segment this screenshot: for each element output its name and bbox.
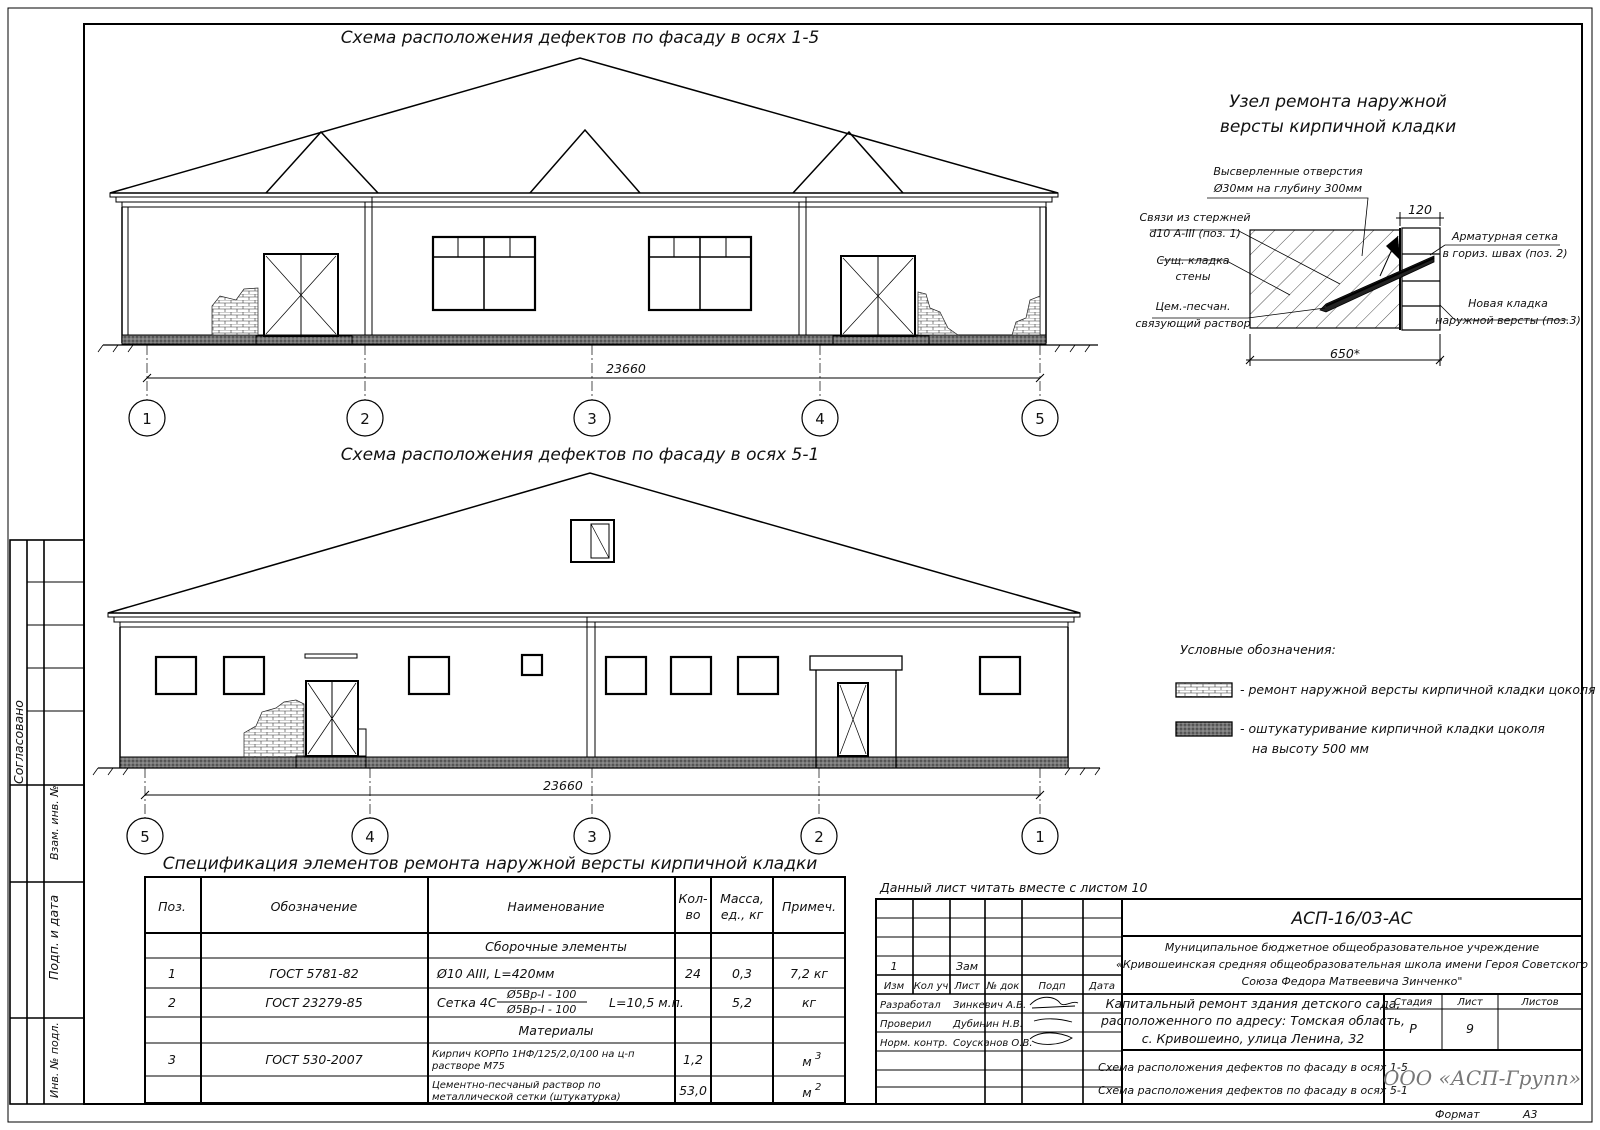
spec-row1-designation: ГОСТ 5781-82	[269, 966, 359, 981]
facade-1-5	[98, 58, 1098, 382]
spec-header-name: Наименование	[507, 899, 605, 914]
spec-title: Спецификация элементов ремонта наружной версты кирпичной кладки	[162, 854, 818, 874]
node-label-new: Новая кладка	[1468, 297, 1548, 310]
legend-plaster-swatch	[1176, 722, 1232, 736]
tb-sheets-header: Листов	[1521, 997, 1559, 1008]
legend-title: Условные обозначения:	[1180, 642, 1336, 657]
side-sign-date-label: Подп. и дата	[46, 894, 61, 980]
facade-1-5-dimension: 23660	[606, 361, 646, 376]
spec-row4-name-2: металлической сетки (штукатурка)	[432, 1092, 621, 1103]
tb-sheet-title-line2: Схема расположения дефектов по фасаду в осях 5-1	[1098, 1084, 1408, 1097]
legend-brick-swatch	[1176, 683, 1232, 697]
facade-5-1	[93, 473, 1100, 799]
spec-row1-qty: 24	[685, 966, 701, 981]
tb-role-checker: Проверил	[880, 1019, 932, 1030]
spec-header-designation: Обозначение	[270, 899, 358, 914]
spec-row3-qty: 1,2	[683, 1052, 703, 1067]
legend-item-brick: - ремонт наружной версты кирпичной кладки цоколя	[1240, 682, 1596, 697]
tb-change-type: Зам	[955, 960, 979, 973]
spec-row3-note-sup: 3	[815, 1051, 822, 1062]
axis-bottom-label: 4	[365, 828, 375, 846]
spec-row3-note: м	[802, 1054, 812, 1069]
spec-row4-note: м	[802, 1085, 812, 1100]
axis-bottom-label: 2	[814, 828, 824, 846]
tb-project-line1: Капитальный ремонт здания детского сада,	[1105, 996, 1401, 1011]
side-inv-replace-label: Взам. инв. №	[48, 785, 61, 860]
axis-bottom-label: 3	[587, 828, 597, 846]
tb-hdr-podp: Подп	[1038, 981, 1066, 992]
tb-company-logo-text: ООО «АСП-Групп»	[1382, 1066, 1582, 1090]
node-label-mesh-2: в гориз. швах (поз. 2)	[1442, 247, 1568, 260]
tb-name-checker: Дубинин Н.В.	[953, 1019, 1023, 1030]
node-label-existing: Сущ. кладка	[1156, 254, 1230, 267]
tb-stage-value: Р	[1409, 1021, 1417, 1036]
node-dim-650: 650*	[1329, 346, 1361, 361]
spec-row2-name-length: L=10,5 м.п.	[609, 995, 684, 1010]
node-label-drilled: Высверленные отверстия	[1213, 165, 1363, 178]
spec-row2-name-denominator: Ø5Вр-I - 100	[507, 1003, 577, 1016]
spec-row1-name: Ø10 АIII, L=420мм	[437, 966, 555, 981]
tb-project-line2: расположенного по адресу: Томская область,	[1100, 1013, 1406, 1028]
spec-row3-designation: ГОСТ 530-2007	[265, 1052, 363, 1067]
axis-top-label: 1	[142, 410, 152, 428]
axis-bottom-label: 1	[1035, 828, 1045, 846]
legend-item-plaster: - оштукатуривание кирпичной кладки цоколя	[1240, 721, 1545, 736]
facade-1-5-title: Схема расположения дефектов по фасаду в осях 1-5	[340, 28, 820, 48]
tb-change-num: 1	[890, 960, 898, 973]
axis-top-label: 2	[360, 410, 370, 428]
node-title-line1: Узел ремонта наружной	[1229, 92, 1447, 112]
tb-role-normcontrol: Норм. контр.	[880, 1038, 948, 1049]
tb-hdr-izm: Изм	[883, 981, 905, 992]
tb-document-code: АСП-16/03-АС	[1291, 909, 1413, 929]
spec-row3-name: Кирпич КОРПо 1НФ/125/2,0/100 на ц-п	[432, 1049, 635, 1060]
spec-row1-mass: 0,3	[732, 966, 752, 981]
format-label: Формат	[1435, 1108, 1480, 1121]
spec-row2-note: кг	[801, 995, 817, 1010]
node-label-ties-2: d10 А-III (поз. 1)	[1149, 227, 1241, 240]
axis-bottom-label: 5	[140, 828, 150, 846]
spec-row1-note: 7,2 кг	[790, 966, 828, 981]
spec-row2-designation: ГОСТ 23279-85	[265, 995, 363, 1010]
facade-5-1-dimension: 23660	[543, 778, 583, 793]
tb-hdr-koluch: Кол уч	[913, 981, 949, 992]
spec-header-note: Примеч.	[782, 899, 836, 914]
spec-row4-qty: 53,0	[679, 1083, 707, 1098]
spec-row3-name-2: растворе М75	[432, 1061, 505, 1072]
node-title-line2: версты кирпичной кладки	[1219, 117, 1457, 137]
tb-sheet-header: Лист	[1457, 997, 1483, 1008]
facade-5-1-title: Схема расположения дефектов по фасаду в осях 5-1	[340, 445, 820, 465]
spec-row2-name: Сетка 4С	[437, 995, 497, 1010]
side-stamp	[10, 540, 84, 1104]
axis-top-label: 3	[587, 410, 597, 428]
tb-hdr-ndok: № док	[986, 981, 1020, 992]
tb-stage-header: Стадия	[1393, 997, 1433, 1008]
tb-sheet-value: 9	[1466, 1021, 1474, 1036]
spec-row4-note-sup: 2	[815, 1082, 822, 1093]
tb-role-developer: Разработал	[880, 1000, 941, 1011]
spec-header-pos: Поз.	[158, 899, 186, 914]
spec-row3-pos: 3	[168, 1052, 176, 1067]
spec-row2-name-numerator: Ø5Вр-I - 100	[507, 988, 577, 1001]
node-label-ties: Связи из стержней	[1139, 211, 1251, 224]
tb-project-line3: с. Кривошеино, улица Ленина, 32	[1141, 1031, 1365, 1046]
legend-item-plaster-2: на высоту 500 мм	[1252, 741, 1369, 756]
spec-row4-name: Цементно-песчаный раствор по	[432, 1080, 601, 1091]
tb-org-line2: «Кривошеинская средняя общеобразовательная школа имени Героя Советского	[1116, 958, 1588, 971]
tb-name-normcontrol: Соусканов О.В.	[953, 1038, 1033, 1049]
format-value: А3	[1523, 1108, 1538, 1121]
spec-row2-pos: 2	[168, 995, 176, 1010]
axis-top-label: 4	[815, 410, 825, 428]
node-dim-120: 120	[1408, 202, 1432, 217]
node-label-mesh: Арматурная сетка	[1451, 230, 1559, 243]
spec-row2-mass: 5,2	[732, 995, 752, 1010]
axis-top-label: 5	[1035, 410, 1045, 428]
side-inv-orig-label: Инв. № подл.	[48, 1022, 61, 1098]
spec-section-assembly: Сборочные элементы	[485, 939, 627, 954]
tb-hdr-data: Дата	[1089, 981, 1115, 992]
spec-section-materials: Материалы	[518, 1023, 594, 1038]
tb-name-developer: Зинкевич А.В.	[953, 1000, 1027, 1011]
tb-hdr-list: Лист	[954, 981, 980, 992]
spec-header-mass: Масса, ед., кг	[720, 891, 764, 922]
title-block-note: Данный лист читать вместе с листом 10	[880, 880, 1148, 895]
side-agreed-label: Согласовано	[11, 700, 26, 784]
node-label-new-2: наружной версты (поз.3)	[1435, 314, 1581, 327]
node-label-existing-2: стены	[1175, 270, 1211, 283]
tb-org-line1: Муниципальное бюджетное общеобразовательное учреждение	[1164, 941, 1540, 954]
node-label-mortar: Цем.-песчан.	[1155, 300, 1231, 313]
tb-org-line3: Союза Федора Матвеевича Зинченко"	[1241, 975, 1463, 988]
node-label-drilled-2: Ø30мм на глубину 300мм	[1213, 182, 1363, 195]
spec-row1-pos: 1	[168, 966, 176, 981]
node-label-mortar-2: связующий раствор	[1135, 317, 1251, 330]
tb-sheet-title-line1: Схема расположения дефектов по фасаду в осях 1-5	[1098, 1061, 1408, 1074]
spec-header-qty: Кол-во	[678, 891, 708, 922]
